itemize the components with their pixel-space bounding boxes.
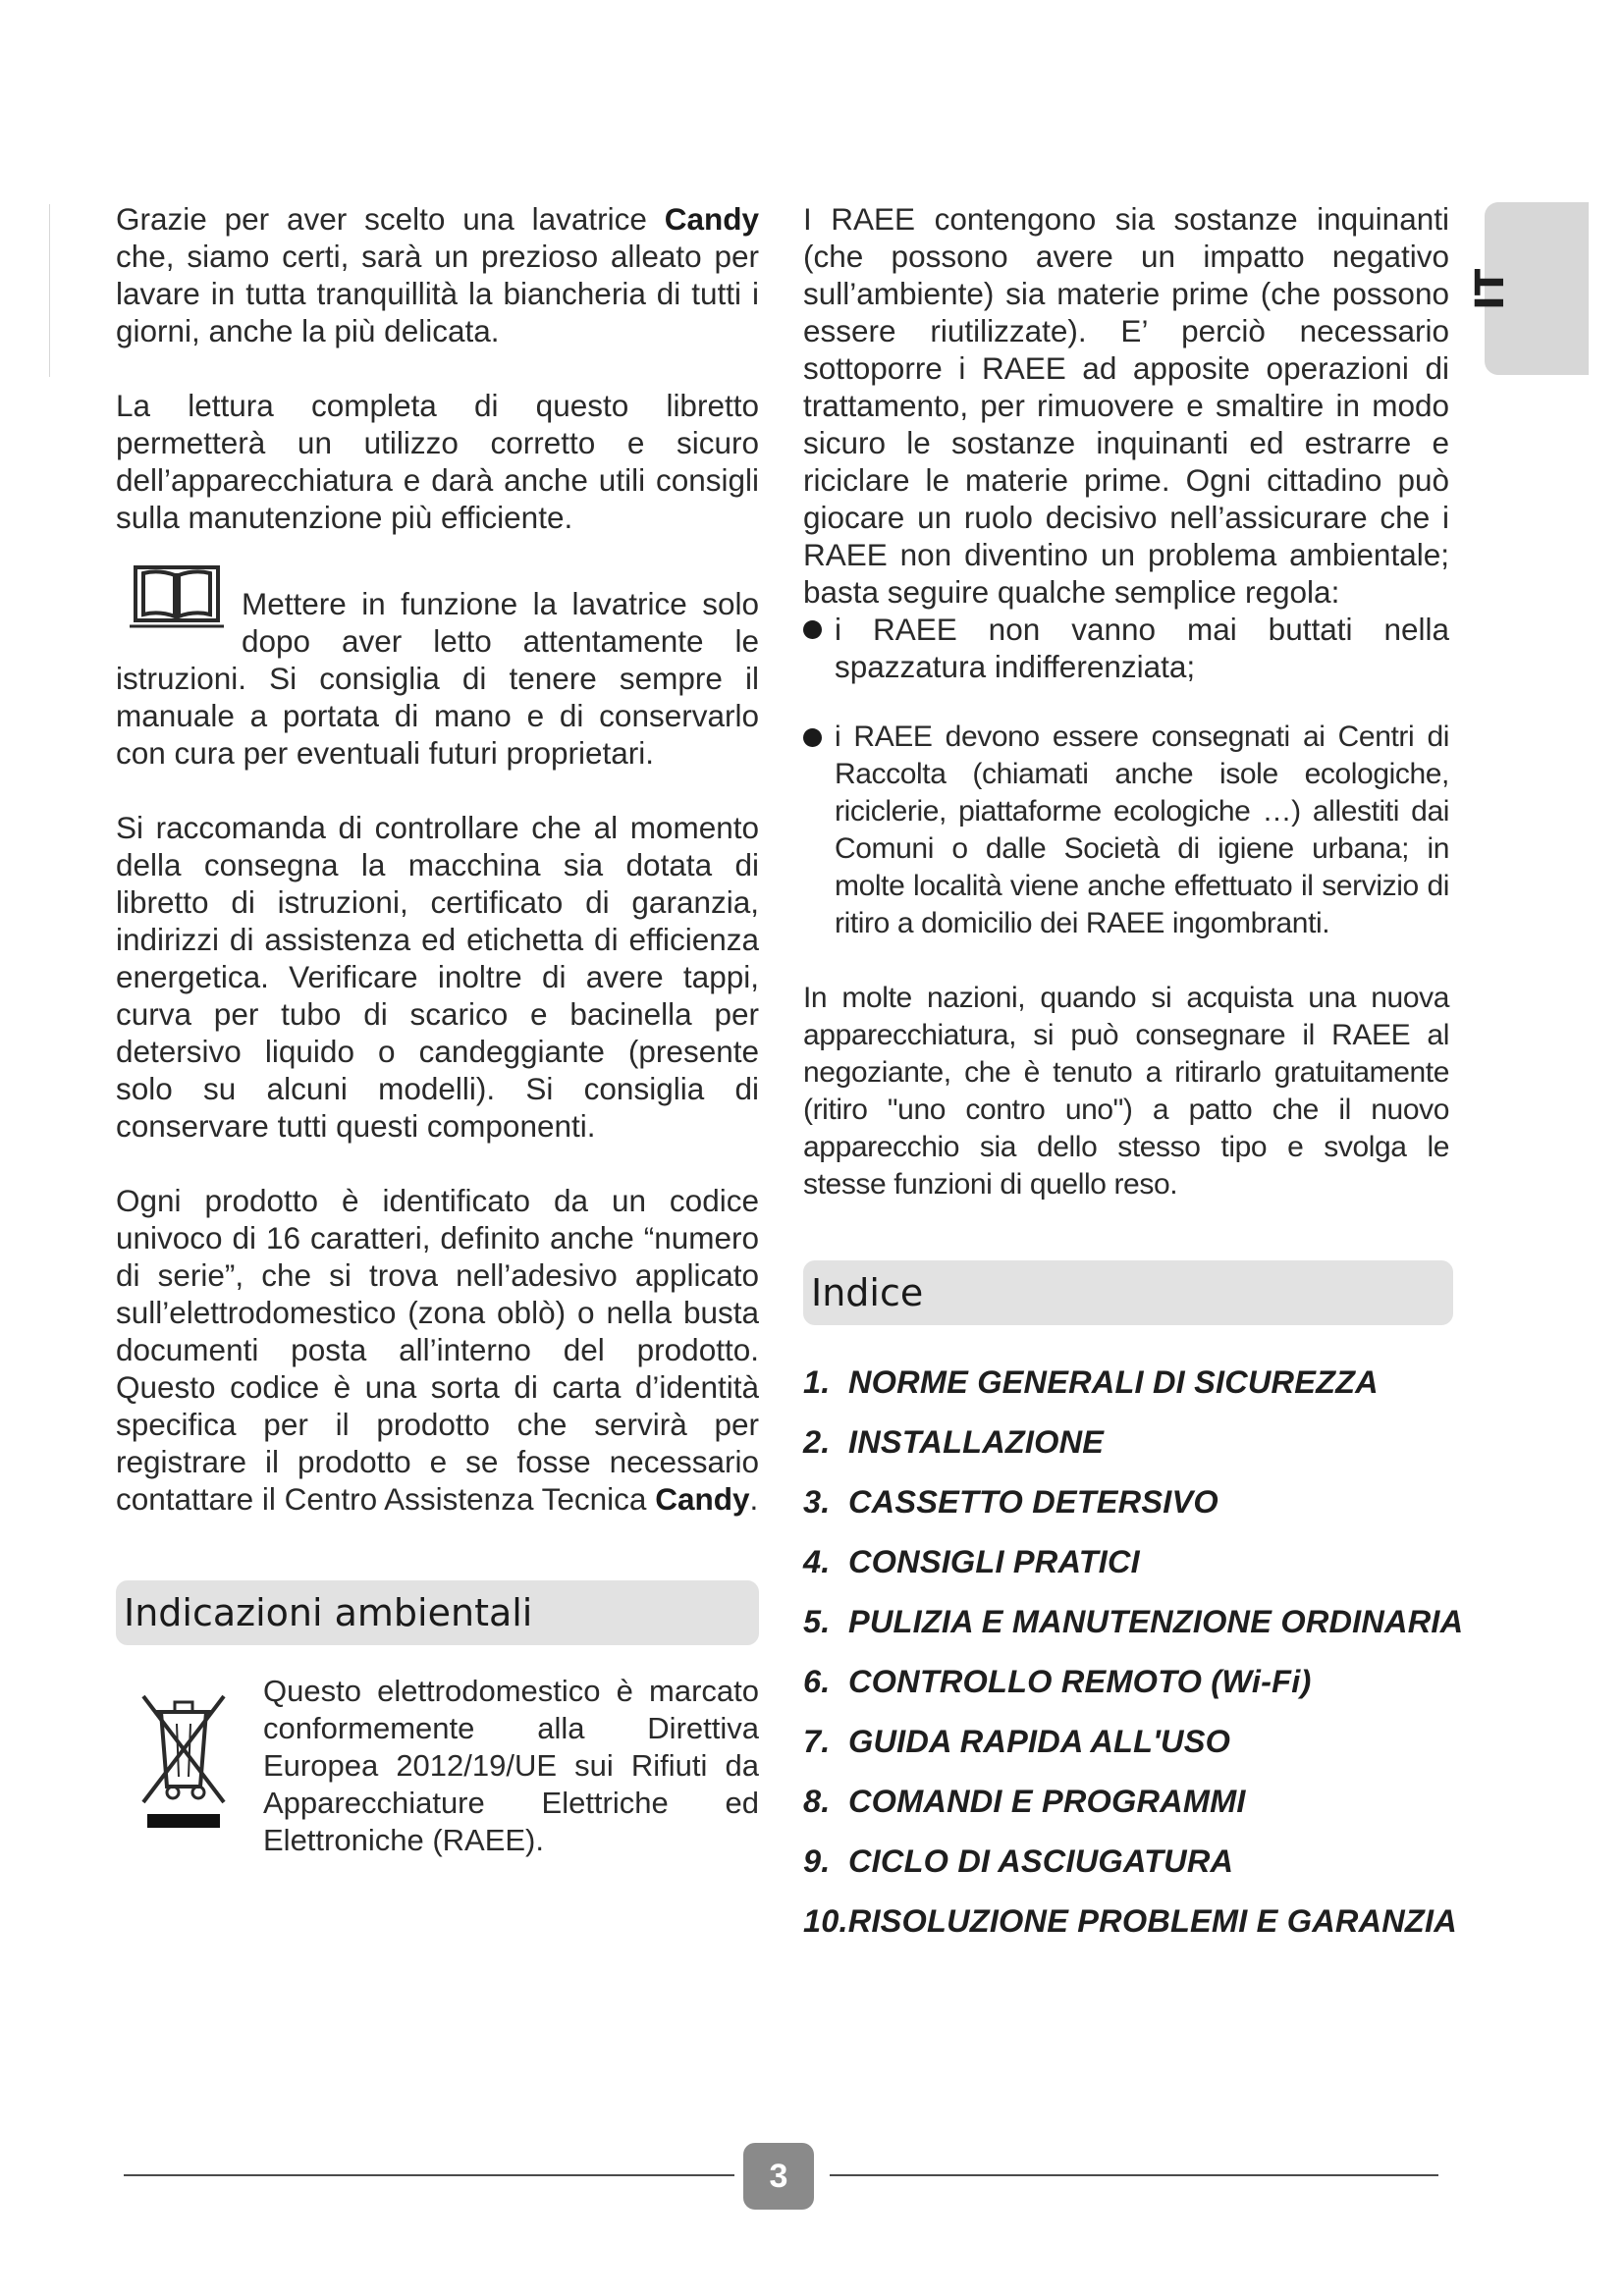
rule-bullet: i RAEE devono essere consegnati ai Centri di Raccolta (chiamati anche isole ecologiche, riciclerie, piattaforme ecologiche …) allestiti dai Comuni o dalle Società di igiene urbana; in molte località viene anche effettuato il servizio di ritiro a domicilio dei RAEE ingombranti. bbox=[803, 719, 1449, 942]
footer-rule-left bbox=[124, 2174, 734, 2176]
rule-bullet: i RAEE non vanno mai buttati nella spazzatura indifferenziata; bbox=[803, 611, 1449, 685]
brand-name: Candy bbox=[655, 1481, 750, 1517]
toc-item[interactable]: 1. NORME GENERALI DI SICUREZZA bbox=[803, 1364, 1379, 1400]
toc-item[interactable]: 10.RISOLUZIONE PROBLEMI E GARANZIA bbox=[803, 1903, 1457, 1939]
table-of-contents bbox=[803, 1353, 1464, 1951]
manual-paragraph: Mettere in funzione la lavatrice solo dopo aver letto attentamente le istruzioni. Si consiglia di tenere sempre il manuale a portata di mano e di conservarlo con cura per eventuali futuri proprietari. bbox=[116, 585, 759, 772]
crossed-bin-icon bbox=[139, 1692, 228, 1830]
weee-text: Questo elettrodomestico è marcato conformemente alla Direttiva Europea 2012/19/UE sui Rifiuti da Apparecchiature Elettriche ed Elettroniche (RAEE). bbox=[263, 1674, 759, 1857]
reading-paragraph: La lettura completa di questo libretto permetterà un utilizzo corretto e sicuro dell’apparecchiatura e darà anche utili consigli sulla manutenzione più efficiente. bbox=[116, 388, 759, 535]
toc-item[interactable]: 8. COMANDI E PROGRAMMI bbox=[803, 1784, 1246, 1819]
environment-heading: Indicazioni ambientali bbox=[116, 1580, 759, 1645]
toc-item[interactable]: 9. CICLO DI ASCIUGATURA bbox=[803, 1843, 1234, 1879]
margin-mark bbox=[49, 204, 50, 377]
delivery-check-paragraph: Si raccomanda di controllare che al momento della consegna la macchina sia dotata di libretto di istruzioni, certificato di garanzia, indirizzi di assistenza ed etichetta di efficienza energetica. Verificare inoltre di avere tappi, curva per tubo di scarico e bacinella per detersivo liquido o candeggiante (presente solo su alcuni modelli). Si consiglia di conservare tutti questi componenti. bbox=[116, 810, 759, 1144]
brand-name: Candy bbox=[664, 201, 759, 237]
left-column bbox=[116, 200, 759, 1859]
raee-paragraph: I RAEE contengono sia sostanze inquinanti (che possono avere un impatto negativo sull’ambiente) sia materie prime (che possono essere riutilizzate). E’ perciò necessario sottoporre i RAEE ad apposite operazioni di trattamento, per rimuovere e smaltire in modo sicuro le sostanze inquinanti ed estrarre e riciclare le materie prime. Ogni cittadino può giocare un ruolo decisivo nell’assicurare che i RAEE non diventino un problema ambientale; basta seguire qualche semplice regola: bbox=[803, 201, 1449, 610]
language-tab-label: IT bbox=[1468, 268, 1513, 310]
intro-paragraph: Grazie per aver scelto una lavatrice Candy che, siamo certi, sarà un prezioso alleato per lavare in tutta tranquillità la biancheria di tutti i giorni, anche la più delicata. bbox=[116, 201, 759, 348]
serial-number-paragraph: Ogni prodotto è identificato da un codice univoco di 16 caratteri, definito anche “numero di serie”, che si trova nell’adesivo applicato sull’elettrodomestico (zona oblò) o nella busta documenti posta all’interno del prodotto. Questo codice è una sorta di carta d’identità specifica per il prodotto che servirà per registrare il prodotto e se fosse necessario contattare il Centro Assistenza Tecnica Candy. bbox=[116, 1183, 759, 1517]
right-column bbox=[803, 200, 1464, 1951]
toc-item[interactable]: 5. PULIZIA E MANUTENZIONE ORDINARIA bbox=[803, 1604, 1464, 1639]
weee-notice bbox=[116, 1673, 759, 1859]
bullet-dot-icon bbox=[803, 620, 822, 639]
toc-item[interactable]: 2. INSTALLAZIONE bbox=[803, 1424, 1105, 1460]
index-heading: Indice bbox=[803, 1260, 1453, 1325]
toc-item[interactable]: 4. CONSIGLI PRATICI bbox=[803, 1544, 1140, 1579]
toc-item[interactable]: 7. GUIDA RAPIDA ALL'USO bbox=[803, 1724, 1231, 1759]
bullet-dot-icon bbox=[803, 728, 822, 747]
toc-item[interactable]: 3. CASSETTO DETERSIVO bbox=[803, 1484, 1218, 1520]
footer-rule-right bbox=[830, 2174, 1438, 2176]
page-number: 3 bbox=[743, 2143, 814, 2210]
toc-item[interactable]: 6. CONTROLLO REMOTO (Wi-Fi) bbox=[803, 1664, 1312, 1699]
take-back-paragraph: In molte nazioni, quando si acquista una nuova apparecchiatura, si può consegnare il RAEE al negoziante, che è tenuto a ritirarlo gratuitamente (ritiro "uno contro uno") a patto che il nuovo apparecchio sia dello stesso tipo e svolga le stesse funzioni di quello reso. bbox=[803, 982, 1449, 1201]
book-icon bbox=[130, 563, 228, 630]
